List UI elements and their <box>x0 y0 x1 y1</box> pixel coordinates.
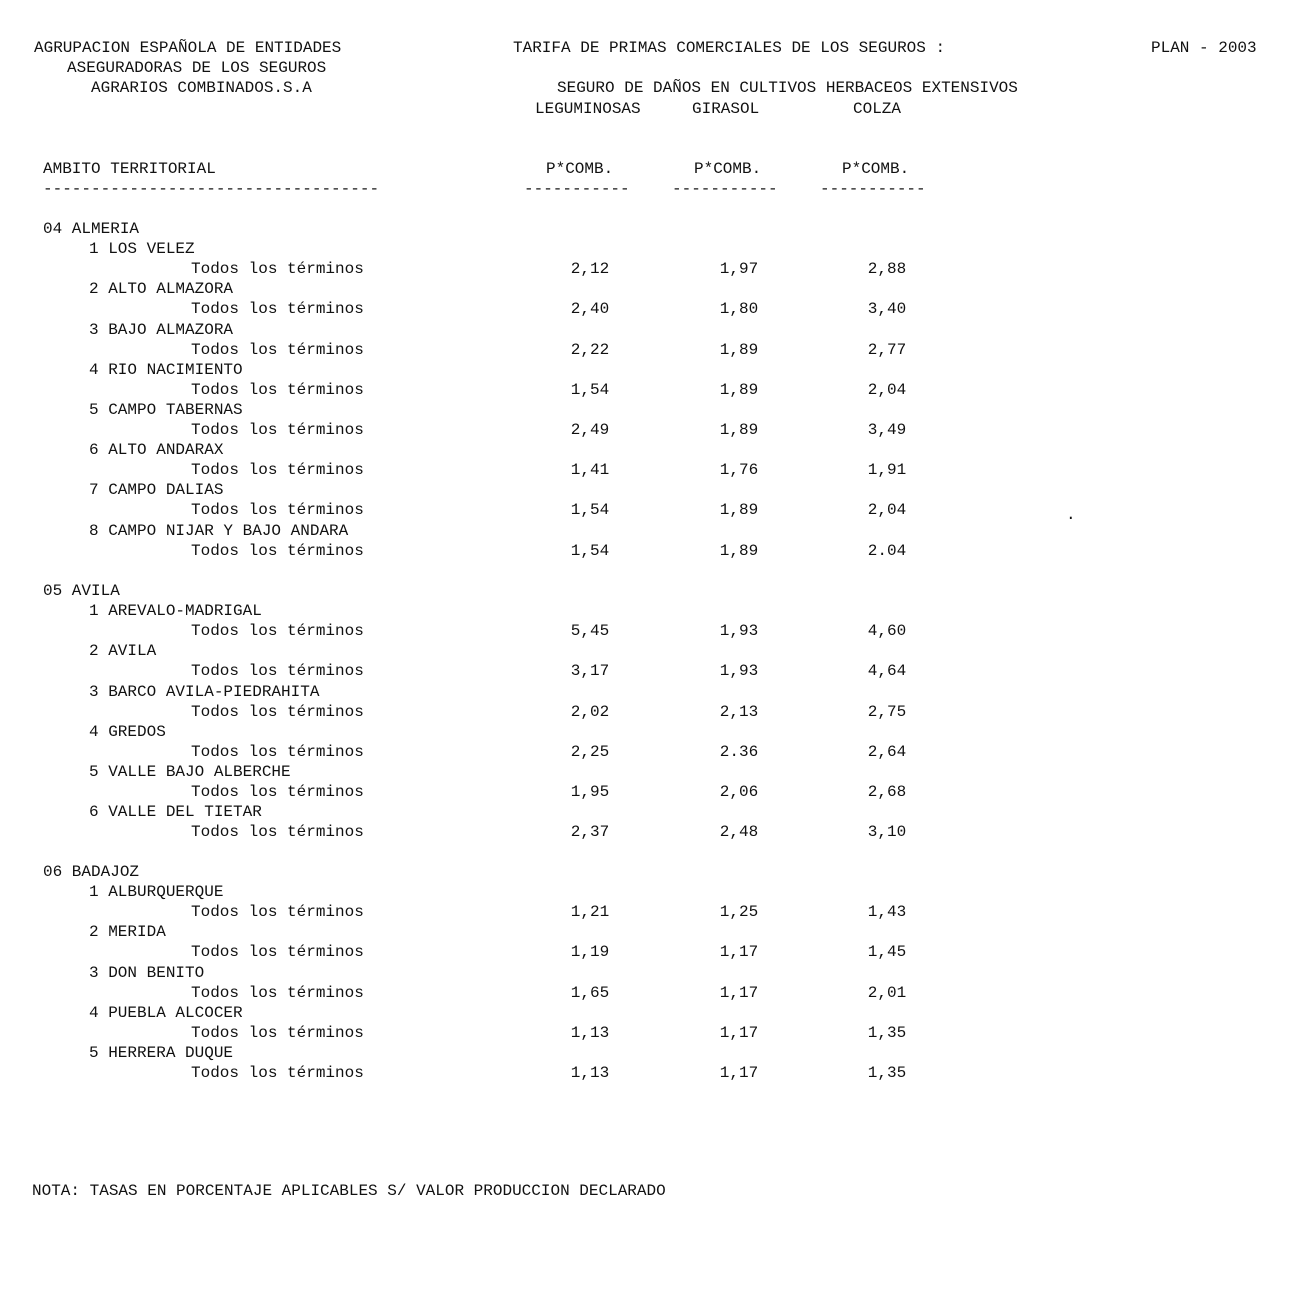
rate-value: 2,40 <box>570 300 610 319</box>
rate-value: 2,13 <box>719 702 759 721</box>
rate-value: 1,54 <box>570 380 610 399</box>
rate-value: 1,45 <box>867 943 907 962</box>
comarca-name: 1 ALBURQUERQUE <box>89 883 224 902</box>
comarca-name: 5 VALLE BAJO ALBERCHE <box>89 762 291 781</box>
rate-value: 2,04 <box>867 501 907 520</box>
crop-header-girasol: GIRASOL <box>692 100 760 118</box>
rate-value: 2,02 <box>570 702 610 721</box>
column-header-pcomb-1: P*COMB. <box>546 160 614 178</box>
comarca-name: 4 RIO NACIMIENTO <box>89 360 243 379</box>
comarca-name: 2 ALTO ALMAZORA <box>89 280 234 299</box>
document-subtitle: SEGURO DE DAÑOS EN CULTIVOS HERBACEOS EXTENSIVOS <box>557 79 1018 97</box>
term-label: Todos los términos <box>191 501 364 520</box>
rate-value: 2.04 <box>867 541 907 560</box>
province-heading: 06 BADAJOZ <box>43 863 140 881</box>
column-header-pcomb-2: P*COMB. <box>694 160 762 178</box>
org-name-line1: AGRUPACION ESPAÑOLA DE ENTIDADES <box>34 39 342 57</box>
term-label: Todos los términos <box>191 461 364 480</box>
term-label: Todos los términos <box>191 823 364 842</box>
rate-value: 2,25 <box>570 742 610 761</box>
column-rule-2: ----------- <box>672 180 778 198</box>
rate-value: 1,35 <box>867 1064 907 1082</box>
rate-value: 1,89 <box>719 541 759 560</box>
comarca-name: 5 CAMPO TABERNAS <box>89 400 243 419</box>
column-header-pcomb-3: P*COMB. <box>842 160 910 178</box>
rate-value: 1,76 <box>719 461 759 480</box>
column-rule-3: ----------- <box>820 180 926 198</box>
comarca-name: 1 AREVALO-MADRIGAL <box>89 602 262 621</box>
term-label: Todos los términos <box>191 541 364 560</box>
comarca-name: 2 AVILA <box>89 642 157 661</box>
comarca-name: 2 MERIDA <box>89 923 166 942</box>
comarca-name: 1 LOS VELEZ <box>89 240 195 259</box>
plan-label: PLAN - 2003 <box>1151 39 1257 57</box>
rate-value: 2,01 <box>867 983 907 1002</box>
rate-value: 1,93 <box>719 622 759 641</box>
comarca-name: 4 GREDOS <box>89 722 166 741</box>
rate-value: 1,41 <box>570 461 610 480</box>
term-label: Todos los términos <box>191 260 364 279</box>
term-label: Todos los términos <box>191 783 364 801</box>
comarca-name: 8 CAMPO NIJAR Y BAJO ANDARA <box>89 521 349 540</box>
rate-value: 1,54 <box>570 501 610 520</box>
term-label: Todos los términos <box>191 742 364 761</box>
term-label: Todos los términos <box>191 903 364 922</box>
comarca-name: 3 BARCO AVILA-PIEDRAHITA <box>89 682 320 701</box>
rate-value: 2,06 <box>719 783 759 801</box>
term-label: Todos los términos <box>191 1064 364 1082</box>
rate-value: 2,68 <box>867 783 907 801</box>
rate-value: 2,37 <box>570 823 610 842</box>
rate-value: 1,35 <box>867 1023 907 1042</box>
rate-value: 1,17 <box>719 983 759 1002</box>
column-header-ambito: AMBITO TERRITORIAL <box>43 160 216 178</box>
term-label: Todos los términos <box>191 662 364 681</box>
province-heading: 04 ALMERIA <box>43 220 140 238</box>
comarca-name: 5 HERRERA DUQUE <box>89 1043 234 1062</box>
rate-value: 1,91 <box>867 461 907 480</box>
rate-value: 5,45 <box>570 622 610 641</box>
rate-value: 1,89 <box>719 501 759 520</box>
rate-value: 2,77 <box>867 340 907 359</box>
term-label: Todos los términos <box>191 340 364 359</box>
rate-value: 3,10 <box>867 823 907 842</box>
footer-note: NOTA: TASAS EN PORCENTAJE APLICABLES S/ VALOR PRODUCCION DECLARADO <box>32 1182 666 1200</box>
comarca-name: 6 ALTO ANDARAX <box>89 441 224 460</box>
rate-value: 2,88 <box>867 260 907 279</box>
rate-value: 2,75 <box>867 702 907 721</box>
rate-value: 3,49 <box>867 421 907 439</box>
rate-value: 2,64 <box>867 742 907 761</box>
document-title: TARIFA DE PRIMAS COMERCIALES DE LOS SEGUROS : <box>513 39 946 57</box>
rate-value: 1,19 <box>570 943 610 962</box>
rate-value: 1,95 <box>570 783 610 801</box>
column-rule-ambito: ----------------------------------- <box>43 180 380 198</box>
rate-value: 3,40 <box>867 300 907 319</box>
comarca-name: 6 VALLE DEL TIETAR <box>89 803 262 822</box>
rate-value: 1,93 <box>719 662 759 681</box>
crop-header-colza: COLZA <box>853 100 902 118</box>
comarca-name: 3 DON BENITO <box>89 963 205 982</box>
rate-value: 1,80 <box>719 300 759 319</box>
rate-value: 1,89 <box>719 340 759 359</box>
rate-value: 1,89 <box>719 421 759 439</box>
rate-value: 4,64 <box>867 662 907 681</box>
rate-value: 2.36 <box>719 742 759 761</box>
rate-value: 2,04 <box>867 380 907 399</box>
rate-value: 1,17 <box>719 1064 759 1082</box>
rate-value: 2,49 <box>570 421 610 439</box>
rate-value: 1,97 <box>719 260 759 279</box>
rate-value: 2,22 <box>570 340 610 359</box>
term-label: Todos los términos <box>191 622 364 641</box>
comarca-name: 7 CAMPO DALIAS <box>89 481 224 500</box>
comarca-name: 4 PUEBLA ALCOCER <box>89 1003 243 1022</box>
term-label: Todos los términos <box>191 380 364 399</box>
rate-value: 2,48 <box>719 823 759 842</box>
rate-value: 1,13 <box>570 1023 610 1042</box>
term-label: Todos los términos <box>191 702 364 721</box>
rate-value: 1,43 <box>867 903 907 922</box>
org-name-line3: AGRARIOS COMBINADOS.S.A <box>91 79 312 97</box>
term-label: Todos los términos <box>191 1023 364 1042</box>
rate-value: 1,65 <box>570 983 610 1002</box>
term-label: Todos los términos <box>191 983 364 1002</box>
rate-value: 1,13 <box>570 1064 610 1082</box>
rate-value: 3,17 <box>570 662 610 681</box>
rate-value: 1,17 <box>719 943 759 962</box>
org-name-line2: ASEGURADORAS DE LOS SEGUROS <box>67 59 327 77</box>
province-heading: 05 AVILA <box>43 582 120 600</box>
crop-header-leguminosas: LEGUMINOSAS <box>535 100 641 118</box>
column-rule-1: ----------- <box>524 180 630 198</box>
comarca-name: 3 BAJO ALMAZORA <box>89 320 234 339</box>
rate-value: 1,17 <box>719 1023 759 1042</box>
rate-value: 1,21 <box>570 903 610 922</box>
rate-value: 2,12 <box>570 260 610 279</box>
term-label: Todos los términos <box>191 300 364 319</box>
stray-dot: · <box>1066 509 1076 527</box>
term-label: Todos los términos <box>191 943 364 962</box>
rate-value: 1,89 <box>719 380 759 399</box>
rate-value: 1,54 <box>570 541 610 560</box>
rate-value: 1,25 <box>719 903 759 922</box>
rate-value: 4,60 <box>867 622 907 641</box>
term-label: Todos los términos <box>191 421 364 439</box>
